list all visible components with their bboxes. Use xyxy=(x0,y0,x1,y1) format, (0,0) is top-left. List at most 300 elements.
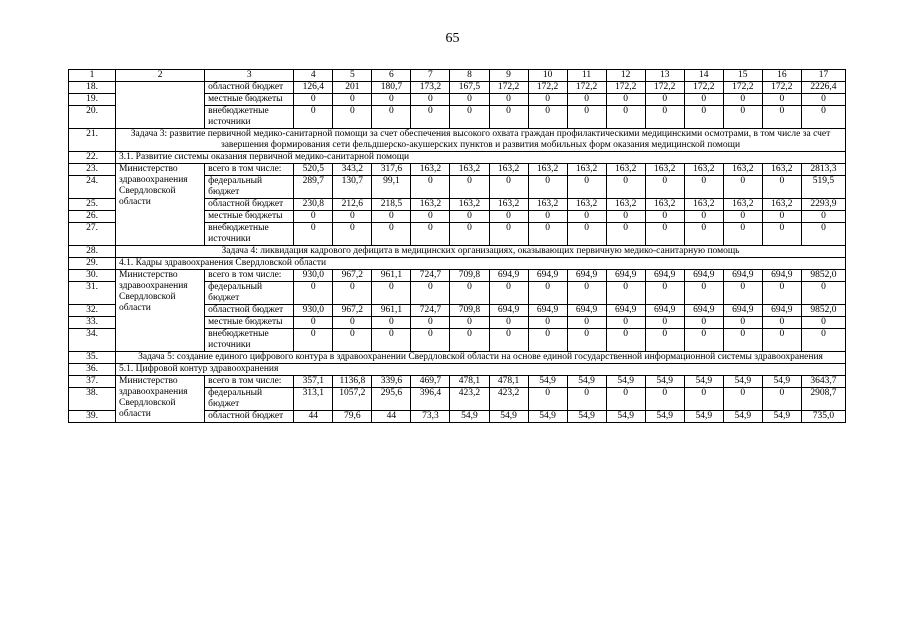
value-cell: 54,9 xyxy=(762,376,801,388)
value-cell: 173,2 xyxy=(411,82,450,94)
value-cell: 0 xyxy=(489,94,528,106)
row-number: 38. xyxy=(69,388,116,411)
value-cell: 0 xyxy=(684,176,723,199)
value-cell: 54,9 xyxy=(606,411,645,423)
value-cell: 0 xyxy=(294,94,333,106)
value-cell: 1057,2 xyxy=(333,388,372,411)
section-title: Задача 4: ликвидация кадрового дефицита в медицинских организациях, оказывающих первичную медико-санитарную помощь xyxy=(116,246,846,258)
value-cell: 0 xyxy=(684,106,723,129)
row-number: 29. xyxy=(69,258,116,270)
table-row xyxy=(69,376,846,388)
value-cell: 317,6 xyxy=(372,164,411,176)
funding-source: федеральный бюджет xyxy=(205,176,294,199)
value-cell: 54,9 xyxy=(567,376,606,388)
row-number: 23. xyxy=(69,164,116,176)
value-cell: 724,7 xyxy=(411,270,450,282)
value-cell: 0 xyxy=(684,282,723,305)
value-cell: 163,2 xyxy=(567,199,606,211)
value-cell: 0 xyxy=(801,329,845,352)
value-cell: 163,2 xyxy=(450,199,489,211)
value-cell: 3643,7 xyxy=(801,376,845,388)
value-cell: 0 xyxy=(567,176,606,199)
value-cell: 694,9 xyxy=(606,305,645,317)
value-cell: 709,8 xyxy=(450,305,489,317)
column-header: 3 xyxy=(205,70,294,82)
column-header: 15 xyxy=(723,70,762,82)
value-cell: 961,1 xyxy=(372,305,411,317)
value-cell: 339,6 xyxy=(372,376,411,388)
value-cell: 0 xyxy=(684,329,723,352)
row-number: 25. xyxy=(69,199,116,211)
value-cell: 0 xyxy=(528,211,567,223)
section-title: Задача 3: развитие первичной медико-санитарной помощи за счет обеспечения высокого охвата граждан профилактическими медицинскими осмотрами, в том числе за счет завершения формирования сети фельдшерско-акушерских пунктов и развития мобильных форм оказания медицинской помощи xyxy=(116,129,846,152)
value-cell: 694,9 xyxy=(567,270,606,282)
value-cell: 313,1 xyxy=(294,388,333,411)
column-header: 7 xyxy=(411,70,450,82)
executor-cell: Министерство здравоохранения Свердловской области xyxy=(116,376,205,423)
value-cell: 167,5 xyxy=(450,82,489,94)
value-cell: 0 xyxy=(372,106,411,129)
value-cell: 54,9 xyxy=(489,411,528,423)
value-cell: 163,2 xyxy=(528,164,567,176)
value-cell: 396,4 xyxy=(411,388,450,411)
value-cell: 163,2 xyxy=(489,164,528,176)
value-cell: 0 xyxy=(489,282,528,305)
value-cell: 0 xyxy=(450,282,489,305)
value-cell: 0 xyxy=(645,94,684,106)
value-cell: 694,9 xyxy=(645,305,684,317)
value-cell: 163,2 xyxy=(411,199,450,211)
value-cell: 0 xyxy=(762,317,801,329)
value-cell: 0 xyxy=(606,223,645,246)
row-number: 27. xyxy=(69,223,116,246)
value-cell: 54,9 xyxy=(645,376,684,388)
section-title: 4.1. Кадры здравоохранения Свердловской области xyxy=(116,258,846,270)
column-header: 13 xyxy=(645,70,684,82)
value-cell: 0 xyxy=(411,223,450,246)
value-cell: 0 xyxy=(528,223,567,246)
row-number: 21. xyxy=(69,129,116,152)
value-cell: 0 xyxy=(489,106,528,129)
value-cell: 163,2 xyxy=(411,164,450,176)
value-cell: 0 xyxy=(723,317,762,329)
value-cell: 0 xyxy=(528,282,567,305)
value-cell: 967,2 xyxy=(333,270,372,282)
value-cell: 0 xyxy=(606,176,645,199)
value-cell: 694,9 xyxy=(606,270,645,282)
column-header: 8 xyxy=(450,70,489,82)
value-cell: 126,4 xyxy=(294,82,333,94)
row-number: 18. xyxy=(69,82,116,94)
row-number: 24. xyxy=(69,176,116,199)
value-cell: 423,2 xyxy=(489,388,528,411)
row-number: 37. xyxy=(69,376,116,388)
value-cell: 172,2 xyxy=(645,82,684,94)
value-cell: 172,2 xyxy=(606,82,645,94)
funding-source: внебюджетные источники xyxy=(205,223,294,246)
row-number: 34. xyxy=(69,329,116,352)
funding-source: всего в том числе: xyxy=(205,376,294,388)
value-cell: 0 xyxy=(411,106,450,129)
row-number: 32. xyxy=(69,305,116,317)
value-cell: 0 xyxy=(567,388,606,411)
table-row xyxy=(69,82,846,94)
value-cell: 0 xyxy=(606,317,645,329)
value-cell: 9852,0 xyxy=(801,305,845,317)
value-cell: 0 xyxy=(333,106,372,129)
value-cell: 0 xyxy=(684,211,723,223)
value-cell: 0 xyxy=(411,176,450,199)
funding-source: всего в том числе: xyxy=(205,270,294,282)
value-cell: 163,2 xyxy=(723,164,762,176)
value-cell: 0 xyxy=(489,211,528,223)
value-cell: 930,0 xyxy=(294,270,333,282)
value-cell: 0 xyxy=(489,176,528,199)
value-cell: 694,9 xyxy=(684,270,723,282)
column-header: 17 xyxy=(801,70,845,82)
funding-source: областной бюджет xyxy=(205,199,294,211)
value-cell: 0 xyxy=(645,388,684,411)
value-cell: 54,9 xyxy=(684,376,723,388)
value-cell: 694,9 xyxy=(489,270,528,282)
value-cell: 0 xyxy=(333,282,372,305)
value-cell: 0 xyxy=(411,94,450,106)
column-header: 1 xyxy=(69,70,116,82)
value-cell: 0 xyxy=(801,223,845,246)
row-number: 33. xyxy=(69,317,116,329)
value-cell: 423,2 xyxy=(450,388,489,411)
table-row xyxy=(69,246,846,258)
value-cell: 0 xyxy=(762,388,801,411)
value-cell: 967,2 xyxy=(333,305,372,317)
value-cell: 0 xyxy=(333,329,372,352)
funding-source: внебюджетные источники xyxy=(205,329,294,352)
value-cell: 0 xyxy=(450,223,489,246)
value-cell: 0 xyxy=(723,329,762,352)
value-cell: 172,2 xyxy=(762,82,801,94)
value-cell: 230,8 xyxy=(294,199,333,211)
value-cell: 0 xyxy=(723,176,762,199)
row-number: 39. xyxy=(69,411,116,423)
value-cell: 44 xyxy=(294,411,333,423)
value-cell: 469,7 xyxy=(411,376,450,388)
value-cell: 0 xyxy=(801,94,845,106)
value-cell: 0 xyxy=(294,211,333,223)
value-cell: 0 xyxy=(606,106,645,129)
value-cell: 0 xyxy=(762,176,801,199)
row-number: 22. xyxy=(69,152,116,164)
value-cell: 163,2 xyxy=(762,199,801,211)
value-cell: 694,9 xyxy=(528,270,567,282)
value-cell: 694,9 xyxy=(645,270,684,282)
value-cell: 212,6 xyxy=(333,199,372,211)
value-cell: 79,6 xyxy=(333,411,372,423)
value-cell: 0 xyxy=(684,94,723,106)
value-cell: 163,2 xyxy=(489,199,528,211)
value-cell: 694,9 xyxy=(528,305,567,317)
value-cell: 289,7 xyxy=(294,176,333,199)
value-cell: 0 xyxy=(684,223,723,246)
row-number: 28. xyxy=(69,246,116,258)
value-cell: 0 xyxy=(606,282,645,305)
value-cell: 0 xyxy=(801,106,845,129)
table-row xyxy=(69,164,846,176)
value-cell: 0 xyxy=(294,282,333,305)
value-cell: 0 xyxy=(645,317,684,329)
value-cell: 694,9 xyxy=(489,305,528,317)
value-cell: 218,5 xyxy=(372,199,411,211)
value-cell: 163,2 xyxy=(684,199,723,211)
value-cell: 0 xyxy=(762,211,801,223)
table-row xyxy=(69,364,846,376)
value-cell: 694,9 xyxy=(762,305,801,317)
value-cell: 0 xyxy=(606,329,645,352)
value-cell: 163,2 xyxy=(606,164,645,176)
value-cell: 0 xyxy=(372,211,411,223)
value-cell: 54,9 xyxy=(645,411,684,423)
value-cell: 0 xyxy=(294,106,333,129)
value-cell: 961,1 xyxy=(372,270,411,282)
value-cell: 0 xyxy=(333,94,372,106)
value-cell: 0 xyxy=(645,223,684,246)
value-cell: 0 xyxy=(333,317,372,329)
column-header: 12 xyxy=(606,70,645,82)
value-cell: 0 xyxy=(294,329,333,352)
value-cell: 0 xyxy=(762,94,801,106)
executor-cell xyxy=(116,82,205,129)
section-title: 3.1. Развитие системы оказания первичной медико-санитарной помощи xyxy=(116,152,846,164)
column-header: 4 xyxy=(294,70,333,82)
value-cell: 0 xyxy=(528,94,567,106)
column-header: 10 xyxy=(528,70,567,82)
row-number: 35. xyxy=(69,352,116,364)
value-cell: 0 xyxy=(528,388,567,411)
value-cell: 0 xyxy=(645,282,684,305)
value-cell: 54,9 xyxy=(723,376,762,388)
value-cell: 0 xyxy=(801,282,845,305)
value-cell: 478,1 xyxy=(450,376,489,388)
table-row xyxy=(69,352,846,364)
value-cell: 0 xyxy=(489,317,528,329)
table-row xyxy=(69,129,846,152)
funding-source: федеральный бюджет xyxy=(205,282,294,305)
value-cell: 0 xyxy=(489,223,528,246)
value-cell: 180,7 xyxy=(372,82,411,94)
value-cell: 0 xyxy=(411,211,450,223)
value-cell: 163,2 xyxy=(762,164,801,176)
value-cell: 163,2 xyxy=(528,199,567,211)
value-cell: 520,5 xyxy=(294,164,333,176)
value-cell: 44 xyxy=(372,411,411,423)
value-cell: 295,6 xyxy=(372,388,411,411)
column-header: 16 xyxy=(762,70,801,82)
value-cell: 0 xyxy=(645,329,684,352)
value-cell: 0 xyxy=(411,282,450,305)
value-cell: 172,2 xyxy=(723,82,762,94)
value-cell: 0 xyxy=(567,106,606,129)
section-title: Задача 5: создание единого цифрового контура в здравоохранении Свердловской области на основе единой государственной информационной системы здравоохранения xyxy=(116,352,846,364)
value-cell: 0 xyxy=(372,329,411,352)
value-cell: 709,8 xyxy=(450,270,489,282)
budget-table xyxy=(68,69,846,423)
value-cell: 0 xyxy=(684,388,723,411)
value-cell: 0 xyxy=(411,329,450,352)
value-cell: 0 xyxy=(723,106,762,129)
value-cell: 0 xyxy=(372,94,411,106)
value-cell: 519,5 xyxy=(801,176,845,199)
value-cell: 172,2 xyxy=(567,82,606,94)
column-header: 14 xyxy=(684,70,723,82)
value-cell: 0 xyxy=(567,317,606,329)
value-cell: 172,2 xyxy=(528,82,567,94)
value-cell: 0 xyxy=(528,317,567,329)
value-cell: 54,9 xyxy=(723,411,762,423)
value-cell: 0 xyxy=(567,223,606,246)
value-cell: 0 xyxy=(450,94,489,106)
column-header: 2 xyxy=(116,70,205,82)
value-cell: 0 xyxy=(372,223,411,246)
value-cell: 0 xyxy=(567,211,606,223)
value-cell: 478,1 xyxy=(489,376,528,388)
row-number: 36. xyxy=(69,364,116,376)
value-cell: 54,9 xyxy=(450,411,489,423)
value-cell: 930,0 xyxy=(294,305,333,317)
value-cell: 0 xyxy=(606,94,645,106)
value-cell: 694,9 xyxy=(723,305,762,317)
value-cell: 0 xyxy=(762,106,801,129)
value-cell: 0 xyxy=(489,329,528,352)
value-cell: 694,9 xyxy=(723,270,762,282)
value-cell: 0 xyxy=(801,317,845,329)
value-cell: 0 xyxy=(723,282,762,305)
funding-source: всего в том числе: xyxy=(205,164,294,176)
value-cell: 0 xyxy=(450,329,489,352)
funding-source: местные бюджеты xyxy=(205,94,294,106)
column-header: 9 xyxy=(489,70,528,82)
executor-cell: Министерство здравоохранения Свердловской области xyxy=(116,164,205,246)
value-cell: 0 xyxy=(606,211,645,223)
value-cell: 0 xyxy=(528,329,567,352)
value-cell: 54,9 xyxy=(528,376,567,388)
funding-source: местные бюджеты xyxy=(205,211,294,223)
row-number: 30. xyxy=(69,270,116,282)
section-title: 5.1. Цифровой контур здравоохранения xyxy=(116,364,846,376)
page-number: 65 xyxy=(445,31,460,46)
value-cell: 99,1 xyxy=(372,176,411,199)
row-number: 31. xyxy=(69,282,116,305)
value-cell: 0 xyxy=(450,211,489,223)
value-cell: 9852,0 xyxy=(801,270,845,282)
value-cell: 201 xyxy=(333,82,372,94)
value-cell: 0 xyxy=(450,106,489,129)
table-header-row xyxy=(69,70,846,82)
table-row xyxy=(69,258,846,270)
value-cell: 0 xyxy=(333,211,372,223)
value-cell: 0 xyxy=(762,282,801,305)
column-header: 6 xyxy=(372,70,411,82)
value-cell: 0 xyxy=(723,388,762,411)
value-cell: 54,9 xyxy=(762,411,801,423)
value-cell: 694,9 xyxy=(762,270,801,282)
value-cell: 2226,4 xyxy=(801,82,845,94)
value-cell: 0 xyxy=(528,106,567,129)
value-cell: 694,9 xyxy=(684,305,723,317)
value-cell: 0 xyxy=(372,317,411,329)
row-number: 19. xyxy=(69,94,116,106)
value-cell: 0 xyxy=(294,317,333,329)
value-cell: 1136,8 xyxy=(333,376,372,388)
value-cell: 0 xyxy=(645,106,684,129)
value-cell: 163,2 xyxy=(606,199,645,211)
value-cell: 163,2 xyxy=(645,164,684,176)
value-cell: 0 xyxy=(645,211,684,223)
row-number: 26. xyxy=(69,211,116,223)
column-header: 11 xyxy=(567,70,606,82)
value-cell: 0 xyxy=(762,329,801,352)
value-cell: 0 xyxy=(450,176,489,199)
value-cell: 73,3 xyxy=(411,411,450,423)
value-cell: 54,9 xyxy=(567,411,606,423)
value-cell: 54,9 xyxy=(528,411,567,423)
value-cell: 2813,3 xyxy=(801,164,845,176)
funding-source: внебюджетные источники xyxy=(205,106,294,129)
value-cell: 343,2 xyxy=(333,164,372,176)
value-cell: 163,2 xyxy=(567,164,606,176)
value-cell: 163,2 xyxy=(645,199,684,211)
value-cell: 0 xyxy=(606,388,645,411)
value-cell: 0 xyxy=(723,94,762,106)
value-cell: 163,2 xyxy=(450,164,489,176)
value-cell: 2293,9 xyxy=(801,199,845,211)
value-cell: 130,7 xyxy=(333,176,372,199)
value-cell: 0 xyxy=(723,211,762,223)
value-cell: 172,2 xyxy=(489,82,528,94)
value-cell: 163,2 xyxy=(723,199,762,211)
value-cell: 0 xyxy=(333,223,372,246)
table-row xyxy=(69,152,846,164)
value-cell: 735,0 xyxy=(801,411,845,423)
executor-cell: Министерство здравоохранения Свердловской области xyxy=(116,270,205,352)
funding-source: федеральный бюджет xyxy=(205,388,294,411)
value-cell: 724,7 xyxy=(411,305,450,317)
value-cell: 0 xyxy=(567,94,606,106)
table-row xyxy=(69,270,846,282)
value-cell: 0 xyxy=(567,282,606,305)
column-header: 5 xyxy=(333,70,372,82)
value-cell: 694,9 xyxy=(567,305,606,317)
value-cell: 0 xyxy=(528,176,567,199)
funding-source: местные бюджеты xyxy=(205,317,294,329)
value-cell: 0 xyxy=(684,317,723,329)
value-cell: 357,1 xyxy=(294,376,333,388)
value-cell: 2908,7 xyxy=(801,388,845,411)
value-cell: 0 xyxy=(411,317,450,329)
funding-source: областной бюджет xyxy=(205,411,294,423)
value-cell: 0 xyxy=(645,176,684,199)
value-cell: 0 xyxy=(294,223,333,246)
value-cell: 54,9 xyxy=(684,411,723,423)
value-cell: 0 xyxy=(801,211,845,223)
value-cell: 163,2 xyxy=(684,164,723,176)
funding-source: областной бюджет xyxy=(205,82,294,94)
value-cell: 172,2 xyxy=(684,82,723,94)
value-cell: 0 xyxy=(450,317,489,329)
value-cell: 54,9 xyxy=(606,376,645,388)
value-cell: 0 xyxy=(723,223,762,246)
funding-source: областной бюджет xyxy=(205,305,294,317)
value-cell: 0 xyxy=(762,223,801,246)
value-cell: 0 xyxy=(372,282,411,305)
